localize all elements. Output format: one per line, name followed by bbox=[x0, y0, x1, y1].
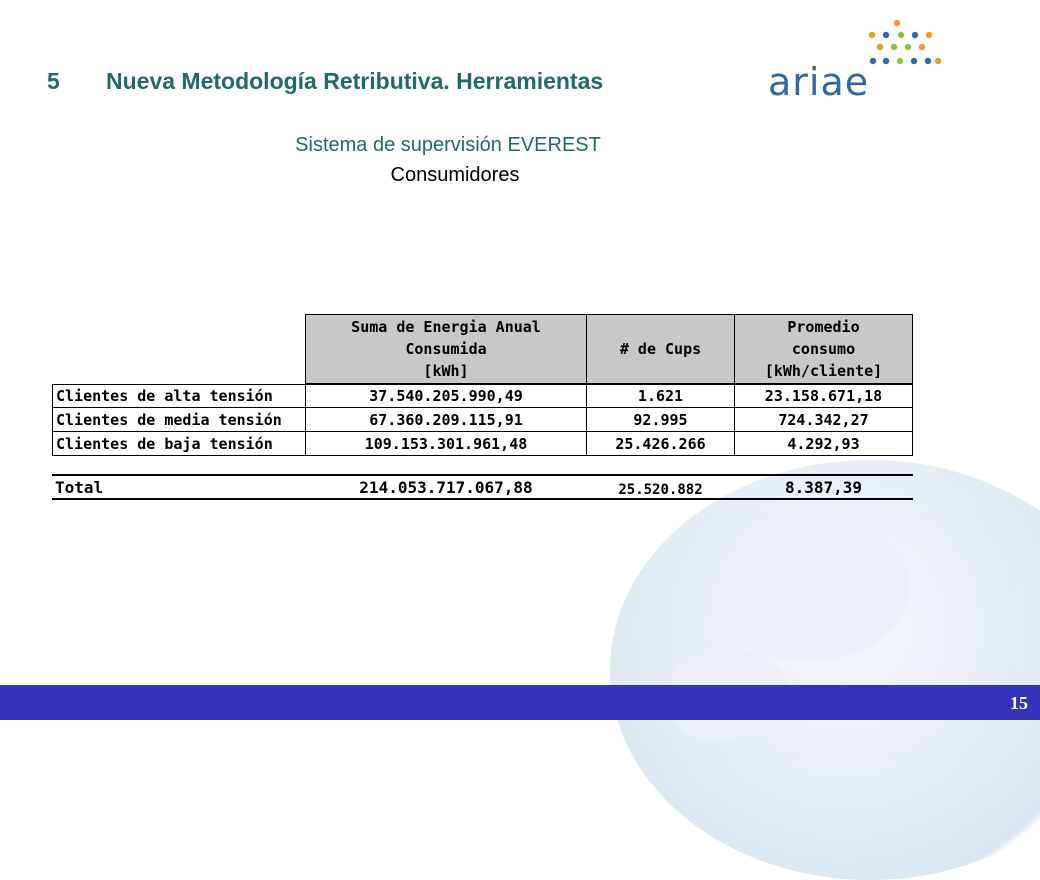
logo-dot bbox=[891, 44, 897, 50]
header-energy: Suma de Energia Anual Consumida [kWh] bbox=[305, 314, 587, 384]
logo-text: ariae bbox=[768, 60, 870, 104]
table-row bbox=[52, 384, 913, 408]
cups-cell: 25.426.266 bbox=[586, 432, 735, 456]
energy-cell: 109.153.301.961,48 bbox=[305, 432, 587, 456]
header-average: Promedio consumo [kWh/cliente] bbox=[734, 314, 913, 384]
logo-dot bbox=[925, 58, 931, 64]
logo-dot bbox=[926, 32, 932, 38]
logo-dot bbox=[897, 58, 903, 64]
ariae-logo bbox=[760, 18, 950, 108]
cups-cell: 92.995 bbox=[586, 408, 735, 432]
logo-dot bbox=[935, 58, 941, 64]
cups-cell: 1.621 bbox=[586, 384, 735, 408]
logo-dot bbox=[911, 58, 917, 64]
logo-dot bbox=[912, 32, 918, 38]
globe-watermark bbox=[610, 460, 1040, 880]
energy-cell: 67.360.209.115,91 bbox=[305, 408, 587, 432]
table-row bbox=[52, 432, 913, 456]
logo-dot bbox=[919, 44, 925, 50]
section-number: 5 bbox=[47, 68, 60, 94]
logo-dot bbox=[877, 44, 883, 50]
logo-dot bbox=[883, 32, 889, 38]
row-label: Clientes de media tensión bbox=[52, 408, 306, 432]
header-cups: # de Cups bbox=[586, 314, 735, 384]
total-label: Total bbox=[55, 477, 104, 497]
energy-cell: 37.540.205.990,49 bbox=[305, 384, 587, 408]
table-row bbox=[52, 408, 913, 432]
total-cups: 25.520.882 bbox=[618, 482, 703, 498]
subtitle: Sistema de supervisión EVEREST bbox=[295, 134, 601, 156]
total-energy: 214.053.717.067,88 bbox=[359, 477, 533, 497]
page-number: 15 bbox=[1010, 693, 1028, 713]
average-cell: 23.158.671,18 bbox=[734, 384, 913, 408]
table-header-row bbox=[305, 314, 913, 384]
average-cell: 4.292,93 bbox=[734, 432, 913, 456]
row-label: Clientes de baja tensión bbox=[52, 432, 306, 456]
logo-dot bbox=[870, 58, 876, 64]
total-average: 8.387,39 bbox=[784, 477, 863, 497]
page-title: Nueva Metodología Retributiva. Herramientas bbox=[106, 68, 604, 94]
logo-dot bbox=[905, 44, 911, 50]
logo-dot bbox=[898, 32, 904, 38]
subtitle-consumers: Consumidores bbox=[390, 164, 520, 186]
logo-dot bbox=[869, 32, 875, 38]
footer-bar bbox=[0, 685, 1040, 720]
logo-dot bbox=[894, 20, 900, 26]
logo-dot bbox=[883, 58, 889, 64]
total-row bbox=[52, 474, 913, 500]
globe-land-shape bbox=[730, 520, 910, 660]
row-label: Clientes de alta tensión bbox=[52, 384, 306, 408]
average-cell: 724.342,27 bbox=[734, 408, 913, 432]
